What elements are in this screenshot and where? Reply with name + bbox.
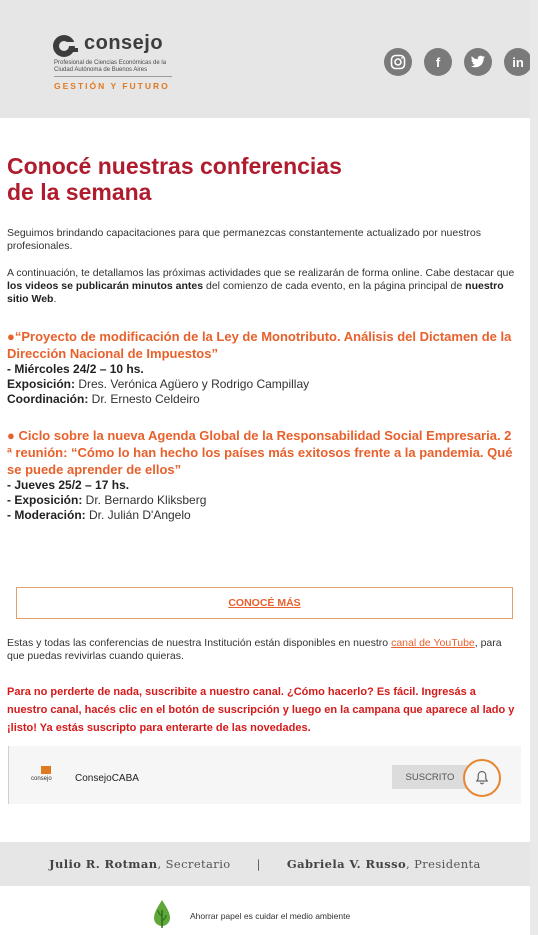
instagram-icon[interactable] (384, 48, 412, 76)
event-coordination (7, 392, 519, 407)
event-moderation (7, 508, 519, 523)
youtube-section (7, 637, 519, 737)
notification-bell-button[interactable] (463, 759, 501, 797)
event-coordination-label: Coordinación: (7, 392, 89, 406)
channel-avatar (31, 766, 59, 784)
youtube-text-a: Estas y todas las conferencias de nuestra Institución están disponibles en nuestro (7, 637, 392, 649)
details-paragraph (7, 267, 519, 306)
title-line-1: Conocé nuestras conferencias (7, 153, 342, 179)
logo-tagline: GESTIÓN Y FUTURO (54, 81, 170, 91)
youtube-text-b: , para que puedas revivirlas cuando quieras. (7, 637, 502, 662)
avatar-mark (41, 766, 51, 774)
event-moderation-label: - Moderación: (7, 508, 86, 522)
twitter-icon[interactable] (464, 48, 492, 76)
event-speakers-value: Dr. Bernardo Kliksberg (82, 493, 207, 507)
eco-note (150, 898, 390, 932)
youtube-channel-card[interactable] (8, 746, 521, 804)
footer-separator: | (256, 857, 261, 871)
main-content (7, 118, 519, 523)
leaf-drop-icon (150, 898, 174, 932)
logo-mark-icon (52, 34, 80, 58)
header (0, 0, 530, 118)
event-title: ●“Proyecto de modificación de la Ley de Monotributo. Análisis del Dictamen de la Dirección Nacional de Impuestos” (7, 329, 512, 361)
president-role: , Presidenta (406, 857, 481, 871)
youtube-paragraph (7, 637, 519, 663)
right-gutter (530, 0, 538, 935)
event-title: ● Ciclo sobre la nueva Agenda Global de la Responsabilidad Social Empresaria. 2 ª reunión: “Cómo lo han hecho los países más exitosos frente a la pandemia. Qué se puede aprender de ellos” (7, 428, 513, 477)
event-speakers-value: Dres. Verónica Agüero y Rodrigo Campillay (75, 377, 310, 391)
event-speakers-label: Exposición: (7, 377, 76, 391)
event-item (7, 328, 519, 407)
details-text-e: . (53, 293, 57, 305)
conoce-mas-label: CONOCÉ MÁS (228, 597, 301, 609)
secretary-name: Julio R. Rotman (49, 857, 158, 871)
twitter-bird-icon (470, 55, 486, 69)
linkedin-icon[interactable]: in (504, 48, 532, 76)
title-line-2: de la semana (7, 179, 152, 205)
event-speakers-label: - Exposición: (7, 493, 83, 507)
facebook-icon[interactable]: f (424, 48, 452, 76)
event-date (7, 362, 519, 377)
logo-subtitle: Profesional de Ciencias Económicas de la Ciudad Autónoma de Buenos Aires (54, 60, 167, 73)
subscribe-instructions: Para no perderte de nada, suscribite a nuestro canal. ¿Cómo hacerlo? Es fácil. Ingresás a nuestro canal, hacés clic en el botón de suscripción y luego en la campana que aparece al lado y ¡listo! Ya estás suscripto para enterarte de las novedades. (7, 686, 515, 734)
event-date (7, 478, 519, 493)
secretary-role: , Secretario (157, 857, 231, 871)
signature-footer (0, 842, 530, 886)
avatar-text: consejo (31, 776, 52, 782)
event-coordination-value: Dr. Ernesto Celdeiro (88, 392, 200, 406)
event-item (7, 427, 519, 523)
website-link-text: nuestro sitio Web (7, 280, 504, 305)
logo-divider (54, 76, 172, 77)
intro-paragraph: Seguimos brindando capacitaciones para que permanezcas constantemente actualizado por nuestros profesionales. (7, 227, 481, 252)
consejo-logo[interactable] (52, 30, 192, 100)
instagram-glyph-icon (390, 54, 406, 70)
event-date-text: - Miércoles 24/2 – 10 hs. (7, 362, 144, 376)
event-moderation-value: Dr. Julián D'Angelo (85, 508, 191, 522)
subscribed-button[interactable]: SUSCRITO (392, 765, 468, 789)
logo-name: consejo (84, 32, 164, 54)
details-text-bold: los videos se publicarán minutos antes (7, 280, 204, 292)
channel-name: ConsejoCABA (75, 773, 139, 784)
details-text-a: A continuación, te detallamos las próximas actividades que se realizarán de forma online. Cabe destacar que (7, 267, 515, 279)
bell-icon (475, 770, 489, 786)
event-speakers (7, 377, 519, 392)
event-date-text: - Jueves 25/2 – 17 hs. (7, 478, 130, 492)
eco-text: Ahorrar papel es cuidar el medio ambiente (190, 911, 351, 921)
event-speakers (7, 493, 519, 508)
page-title (7, 153, 519, 205)
social-links (384, 48, 532, 76)
conoce-mas-button[interactable] (16, 587, 513, 619)
president-name: Gabriela V. Russo (286, 857, 407, 871)
details-text-c: del comienzo de cada evento, en la página principal de (203, 280, 466, 292)
youtube-channel-link[interactable]: canal de YouTube (391, 637, 475, 649)
